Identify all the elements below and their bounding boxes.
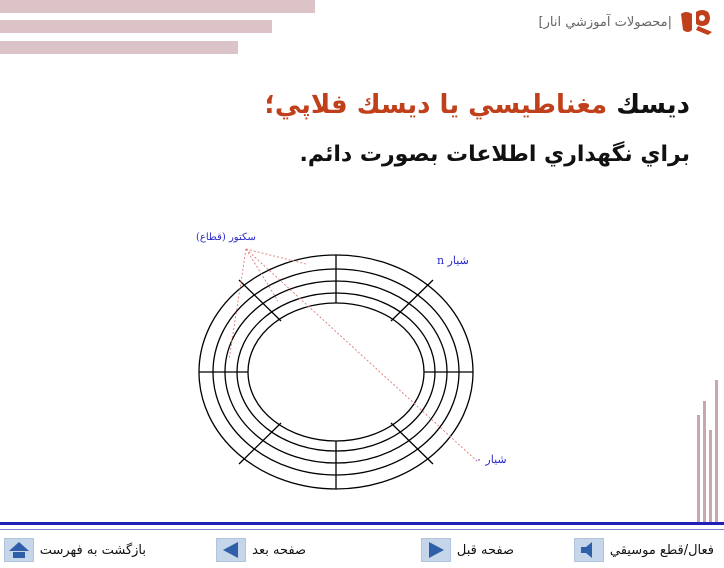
decorative-stripe-4 <box>715 380 718 522</box>
sector-label: سكتور (قطاع) <box>196 232 256 243</box>
sector-pointer-2 <box>246 249 278 301</box>
decorative-stripe-3 <box>709 430 712 522</box>
sector-pointer-3 <box>246 249 306 264</box>
next-page-label: صفحه بعد <box>252 542 306 558</box>
decorative-stripe-2 <box>703 401 706 522</box>
track-ring-3 <box>225 281 447 463</box>
play-right-icon[interactable] <box>421 538 451 562</box>
bottom-rule-thin <box>0 529 724 530</box>
sector-divider-ll <box>239 423 281 464</box>
track-0-pointer <box>246 249 478 462</box>
previous-page-button[interactable] <box>421 537 514 563</box>
play-left-icon[interactable] <box>216 538 246 562</box>
page-subtitle: براي نگهداري اطلاعات بصورت دائم. <box>299 142 690 167</box>
track-0-label: شيار ۰ <box>476 453 507 466</box>
navigation-bar <box>0 533 724 568</box>
title-part-1: ديسك <box>616 90 690 120</box>
track-ring-inner <box>248 303 424 441</box>
sector-divider-lr <box>391 423 433 464</box>
back-to-index-button[interactable] <box>4 537 146 563</box>
speaker-icon[interactable] <box>574 538 604 562</box>
back-to-index-label: بازگشت به فهرست <box>39 542 146 558</box>
sector-divider-ur <box>391 280 433 321</box>
home-icon[interactable] <box>4 538 34 562</box>
track-ring-4 <box>237 293 435 451</box>
title-part-2: مغناطيسي يا ديسك فلاپي؛ <box>264 90 608 120</box>
previous-page-label: صفحه قبل <box>456 542 514 558</box>
next-page-button[interactable] <box>216 537 306 563</box>
track-n-label: شيار n <box>437 254 469 267</box>
toggle-music-label: فعال/قطع موسيقي <box>609 542 714 558</box>
bottom-rule <box>0 522 724 525</box>
brand-text: |محصولات آموزشي انار] <box>538 14 672 30</box>
decorative-stripe-1 <box>697 415 700 522</box>
sector-divider-ul <box>239 280 281 321</box>
toggle-music-button[interactable] <box>574 537 714 563</box>
